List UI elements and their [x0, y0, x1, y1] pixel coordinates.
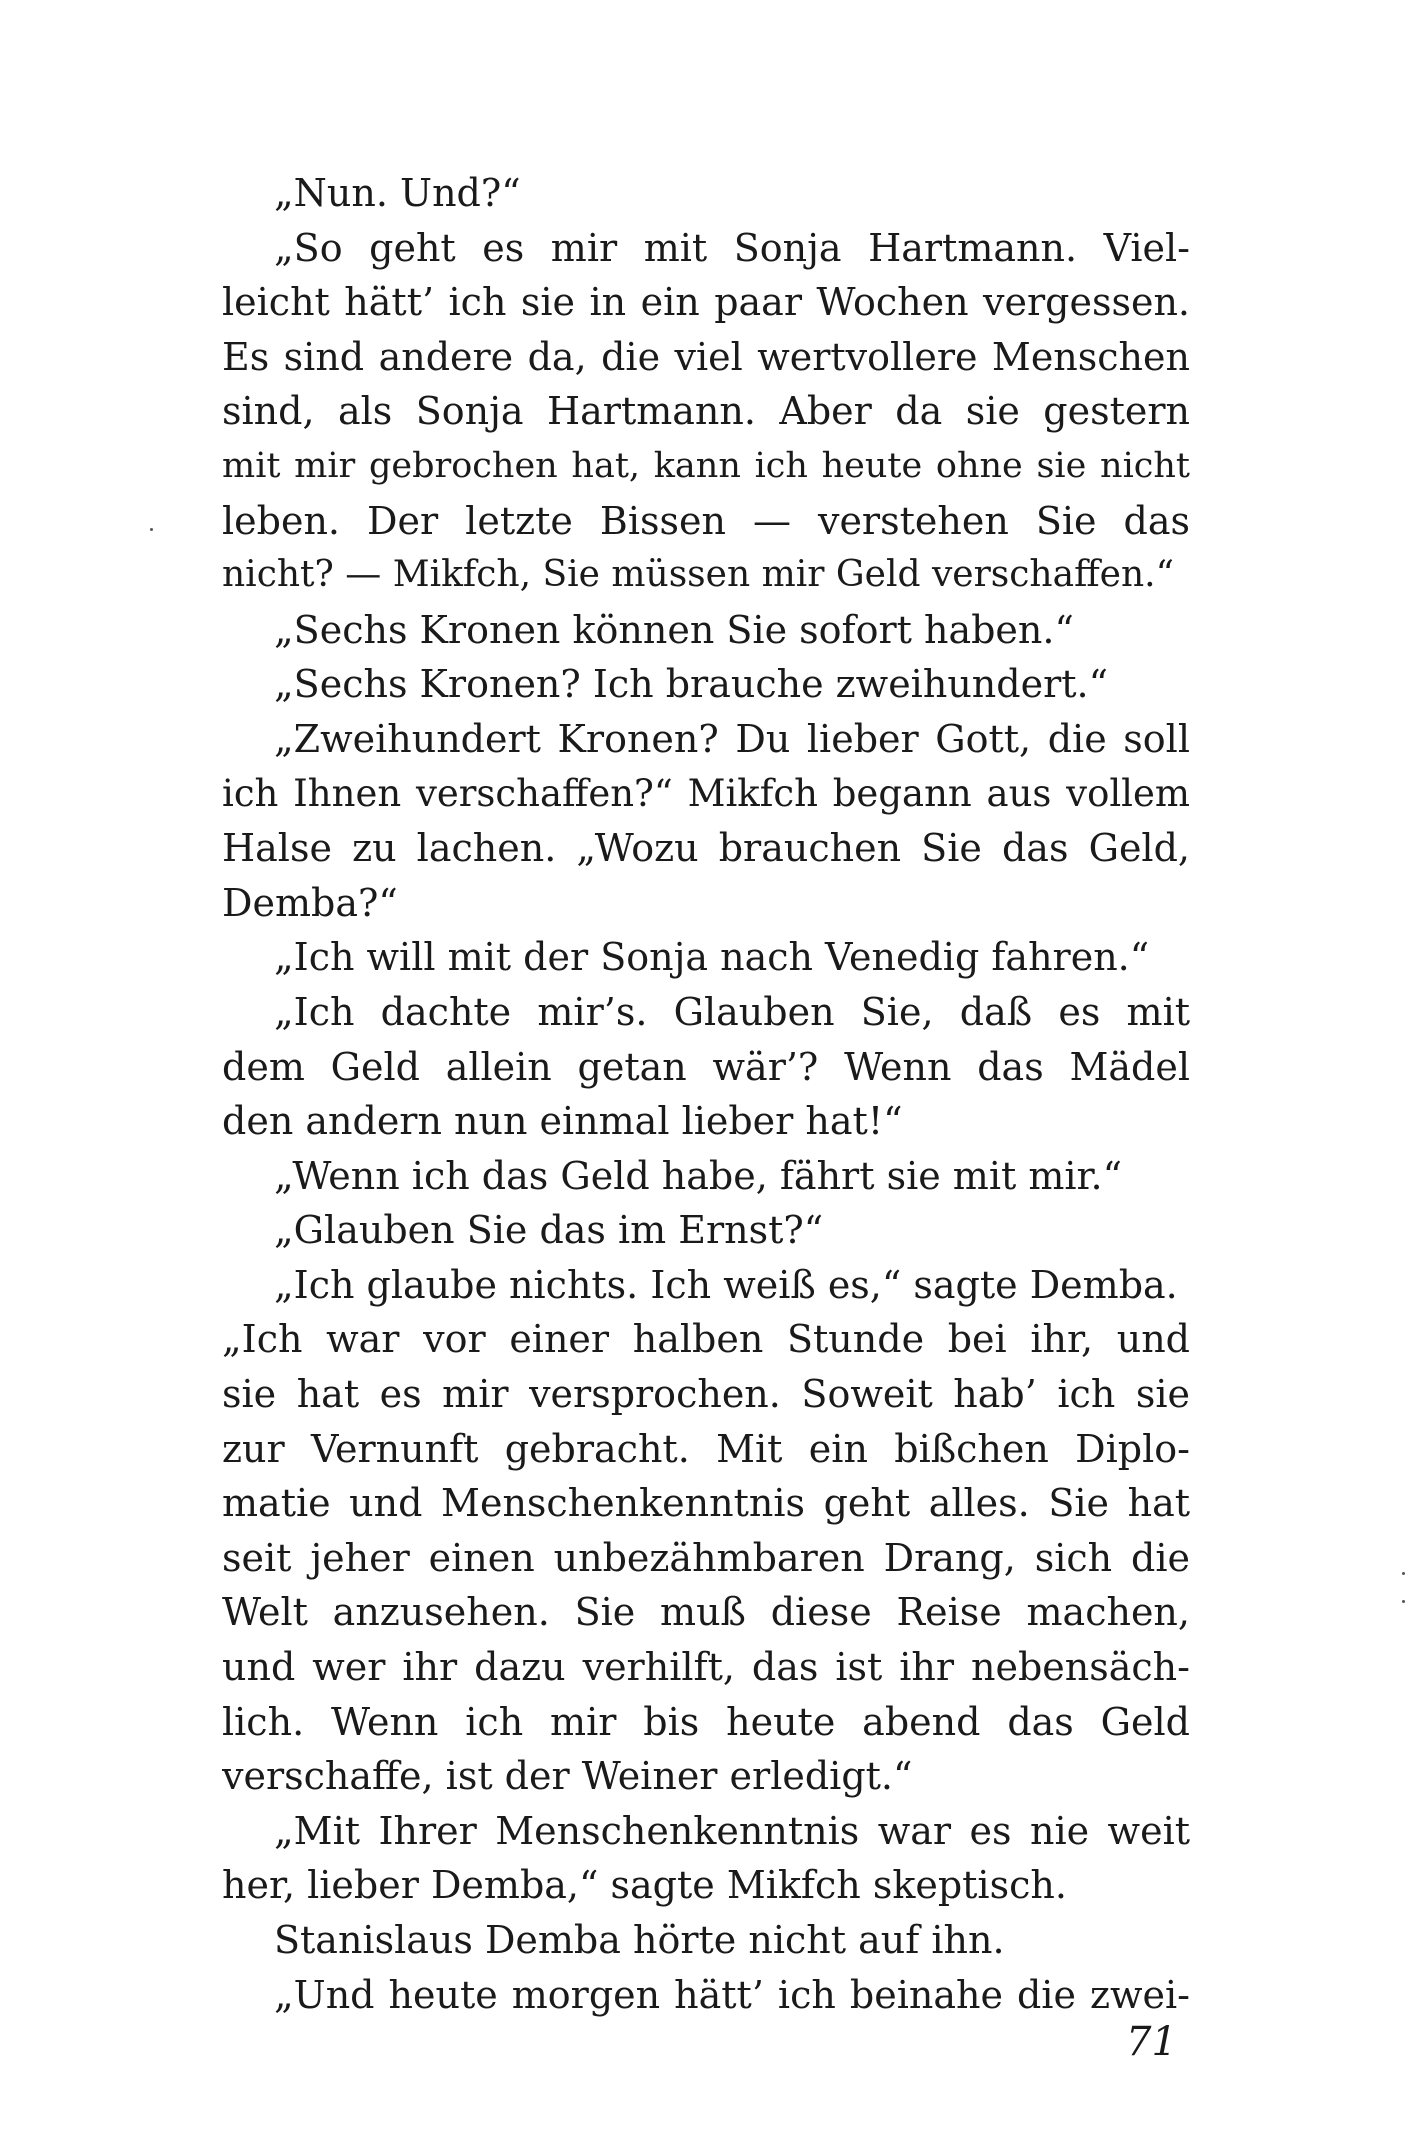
text-line: Es sind andere da, die viel wertvollere Menschen: [222, 334, 1190, 379]
text-line: mit mir gebrochen hat, kann ich heute ohne sie nicht: [222, 445, 1190, 486]
scan-speck: [1402, 1572, 1405, 1575]
text-line: sind, als Sonja Hartmann. Aber da sie gestern: [222, 389, 1190, 434]
scan-speck: [1402, 1600, 1405, 1603]
text-line: „Sechs Kronen können Sie sofort haben.“: [274, 607, 1074, 652]
text-line: „Ich will mit der Sonja nach Venedig fahren.“: [274, 935, 1150, 980]
text-line: „Mit Ihrer Menschenkenntnis war es nie weit: [274, 1808, 1190, 1853]
text-line: leicht hätt’ ich sie in ein paar Wochen vergessen.: [222, 280, 1190, 325]
text-line: Halse zu lachen. „Wozu brauchen Sie das Geld,: [222, 826, 1190, 871]
page-number: 71: [1126, 2019, 1177, 2065]
text-line: her, lieber Demba,“ sagte Mikfch skeptisch.: [222, 1863, 1067, 1908]
body-text: [222, 166, 1190, 2022]
text-line: „Und heute morgen hätt’ ich beinahe die zwei-: [274, 1972, 1190, 2017]
text-line: „Sechs Kronen? Ich brauche zweihundert.“: [274, 662, 1109, 707]
text-line: „Ich war vor einer halben Stunde bei ihr, und: [222, 1317, 1190, 1362]
text-line: „Wenn ich das Geld habe, fährt sie mit mir.“: [274, 1153, 1123, 1198]
scan-speck: [150, 528, 153, 531]
text-line: „Glauben Sie das im Ernst?“: [274, 1208, 824, 1253]
text-line: „So geht es mir mit Sonja Hartmann. Viel-: [274, 225, 1190, 270]
text-line: „Ich glaube nichts. Ich weiß es,“ sagte Demba.: [274, 1262, 1178, 1307]
text-line: Demba?“: [222, 880, 398, 925]
text-line: Welt anzusehen. Sie muß diese Reise machen,: [222, 1590, 1190, 1635]
text-line: den andern nun einmal lieber hat!“: [222, 1099, 903, 1144]
text-line: „Nun. Und?“: [274, 171, 521, 215]
text-line: „Zweihundert Kronen? Du lieber Gott, die soll: [274, 716, 1190, 761]
text-line: lich. Wenn ich mir bis heute abend das Geld: [222, 1699, 1190, 1744]
text-line: ich Ihnen verschaffen?“ Mikfch begann aus vollem: [222, 771, 1190, 815]
text-line: seit jeher einen unbezähmbaren Drang, sich die: [222, 1535, 1190, 1580]
text-line: Stanislaus Demba hörte nicht auf ihn.: [274, 1918, 1005, 1962]
text-line: nicht? — Mikfch, Sie müssen mir Geld verschaffen.“: [222, 554, 1174, 596]
text-line: zur Vernunft gebracht. Mit ein bißchen Diplo-: [222, 1426, 1190, 1471]
text-line: dem Geld allein getan wär’? Wenn das Mädel: [222, 1044, 1190, 1089]
text-line: „Ich dachte mir’s. Glauben Sie, daß es mit: [274, 989, 1190, 1034]
text-line: matie und Menschenkenntnis geht alles. Sie hat: [222, 1481, 1190, 1526]
text-line: und wer ihr dazu verhilft, das ist ihr nebensäch-: [222, 1645, 1190, 1690]
text-line: leben. Der letzte Bissen — verstehen Sie das: [222, 498, 1190, 543]
text-line: sie hat es mir versprochen. Soweit hab’ ich sie: [222, 1372, 1190, 1417]
text-line: verschaffe, ist der Weiner erledigt.“: [222, 1754, 913, 1799]
